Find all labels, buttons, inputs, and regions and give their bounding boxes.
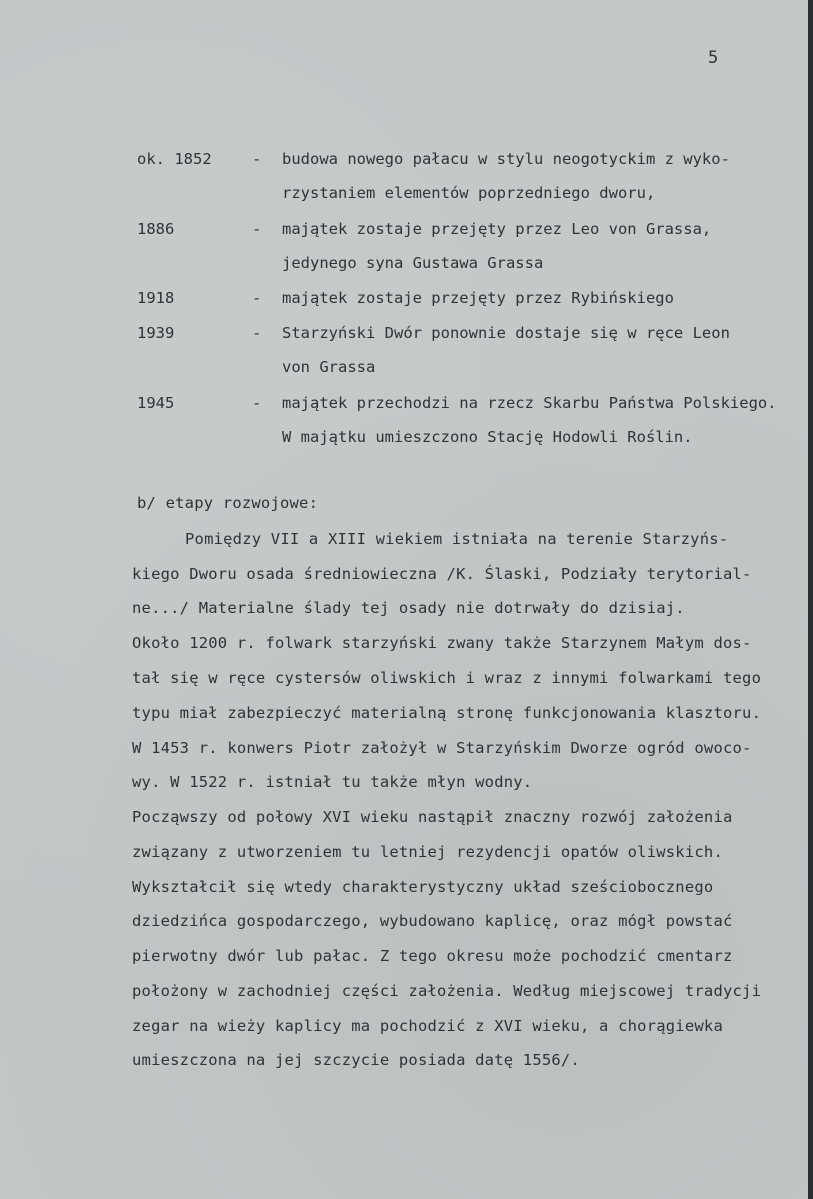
body-line: Około 1200 r. folwark starzyński zwany także Starzynem Małym dos- <box>132 634 752 652</box>
chronology-description: von Grassa <box>282 358 376 376</box>
body-line: kiego Dworu osada średniowieczna /K. Ślaski, Podziały terytorial- <box>132 565 752 583</box>
chronology-year: ok. 1852 <box>137 150 212 168</box>
body-line: wy. W 1522 r. istniał tu także młyn wodny. <box>132 773 533 791</box>
chronology-description: W majątku umieszczono Stację Hodowli Roślin. <box>282 428 693 446</box>
section-heading: b/ etapy rozwojowe: <box>137 494 319 512</box>
body-line: Począwszy od połowy XVI wieku nastąpił znaczny rozwój założenia <box>132 808 733 826</box>
chronology-description: majątek przechodzi na rzecz Skarbu Państwa Polskiego. <box>282 394 777 412</box>
chronology-description: majątek zostaje przejęty przez Leo von Grassa, <box>282 220 712 238</box>
chronology-description: budowa nowego pałacu w stylu neogotyckim z wyko- <box>282 150 730 168</box>
chronology-year: 1886 <box>137 220 175 238</box>
chronology-dash: - <box>252 289 262 307</box>
chronology-dash: - <box>252 150 262 168</box>
body-line: pierwotny dwór lub pałac. Z tego okresu może pochodzić cmentarz <box>132 947 733 965</box>
body-line: typu miał zabezpieczyć materialną stronę funkcjonowania klasztoru. <box>132 704 762 722</box>
body-line: W 1453 r. konwers Piotr założył w Starzyńskim Dworze ogród owoco- <box>132 739 752 757</box>
chronology-dash: - <box>252 220 262 238</box>
chronology-dash: - <box>252 324 262 342</box>
chronology-year: 1945 <box>137 394 175 412</box>
chronology-description: rzystaniem elementów poprzedniego dworu, <box>282 184 656 202</box>
chronology-description: jedynego syna Gustawa Grassa <box>282 254 544 272</box>
body-line: położony w zachodniej części założenia. Według miejscowej tradycji <box>132 982 762 1000</box>
chronology-year: 1918 <box>137 289 175 307</box>
body-line: dziedzińca gospodarczego, wybudowano kaplicę, oraz mógł powstać <box>132 912 733 930</box>
chronology-year: 1939 <box>137 324 175 342</box>
body-line: Pomiędzy VII a XIII wiekiem istniała na terenie Starzyńs- <box>185 530 729 548</box>
page-edge <box>808 0 813 1199</box>
body-line: umieszczona na jej szczycie posiada datę 1556/. <box>132 1051 580 1069</box>
body-line: zegar na wieży kaplicy ma pochodzić z XVI wieku, a chorągiewka <box>132 1017 723 1035</box>
page-number: 5 <box>708 48 719 68</box>
chronology-description: Starzyński Dwór ponownie dostaje się w ręce Leon <box>282 324 730 342</box>
chronology-description: majątek zostaje przejęty przez Rybińskiego <box>282 289 674 307</box>
body-line: ne.../ Materialne ślady tej osady nie dotrwały do dzisiaj. <box>132 599 685 617</box>
body-line: tał się w ręce cystersów oliwskich i wraz z innymi folwarkami tego <box>132 669 762 687</box>
chronology-dash: - <box>252 394 262 412</box>
body-line: Wykształcił się wtedy charakterystyczny układ sześciobocznego <box>132 878 714 896</box>
body-line: związany z utworzeniem tu letniej rezydencji opatów oliwskich. <box>132 843 723 861</box>
